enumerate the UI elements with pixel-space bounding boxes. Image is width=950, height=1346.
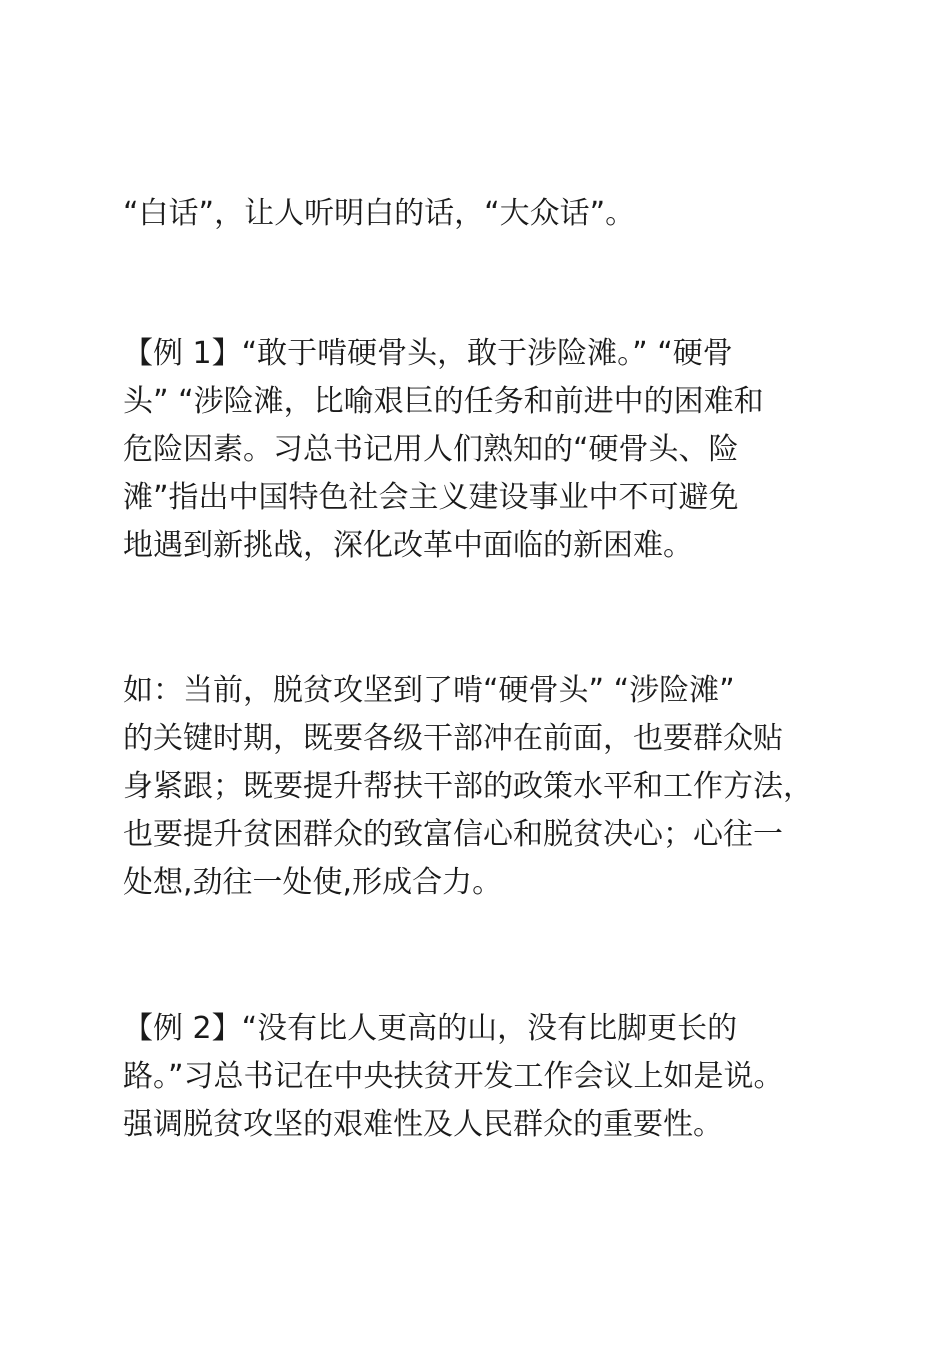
text-line: 地遇到新挑战，深化改革中面临的新困难。 xyxy=(123,528,693,563)
text-line: 处想,劲往一处使,形成合力。 xyxy=(123,865,503,900)
text-line: 【例 1】“敢于啃硬骨头，敢于涉险滩。” “硬骨 xyxy=(123,336,733,371)
text-line: 的关键时期，既要各级干部冲在前面，也要群众贴 xyxy=(123,721,783,756)
text-line: “白话”，让人听明白的话，“大众话”。 xyxy=(123,196,636,231)
paragraph-usage-example xyxy=(123,667,835,907)
text-line: 如：当前，脱贫攻坚到了啃“硬骨头” “涉险滩” xyxy=(123,673,735,708)
text-line: 路。”习总书记在中央扶贫开发工作会议上如是说。 xyxy=(123,1059,784,1094)
text-line: 身紧跟；既要提升帮扶干部的政策水平和工作方法， xyxy=(123,769,813,804)
text-line: 强调脱贫攻坚的艰难性及人民群众的重要性。 xyxy=(123,1107,723,1142)
text-line: 【例 2】“没有比人更高的山，没有比脚更长的 xyxy=(123,1011,738,1046)
text-line: 危险因素。习总书记用人们熟知的“硬骨头、险 xyxy=(123,432,739,467)
paragraph-example-1 xyxy=(123,330,835,570)
text-line: 滩”指出中国特色社会主义建设事业中不可避免 xyxy=(123,480,739,515)
text-line: 也要提升贫困群众的致富信心和脱贫决心；心往一 xyxy=(123,817,783,852)
text-line: 头” “涉险滩，比喻艰巨的任务和前进中的困难和 xyxy=(123,384,764,419)
paragraph-example-2 xyxy=(123,1005,835,1149)
paragraph-plain-language xyxy=(123,190,835,238)
